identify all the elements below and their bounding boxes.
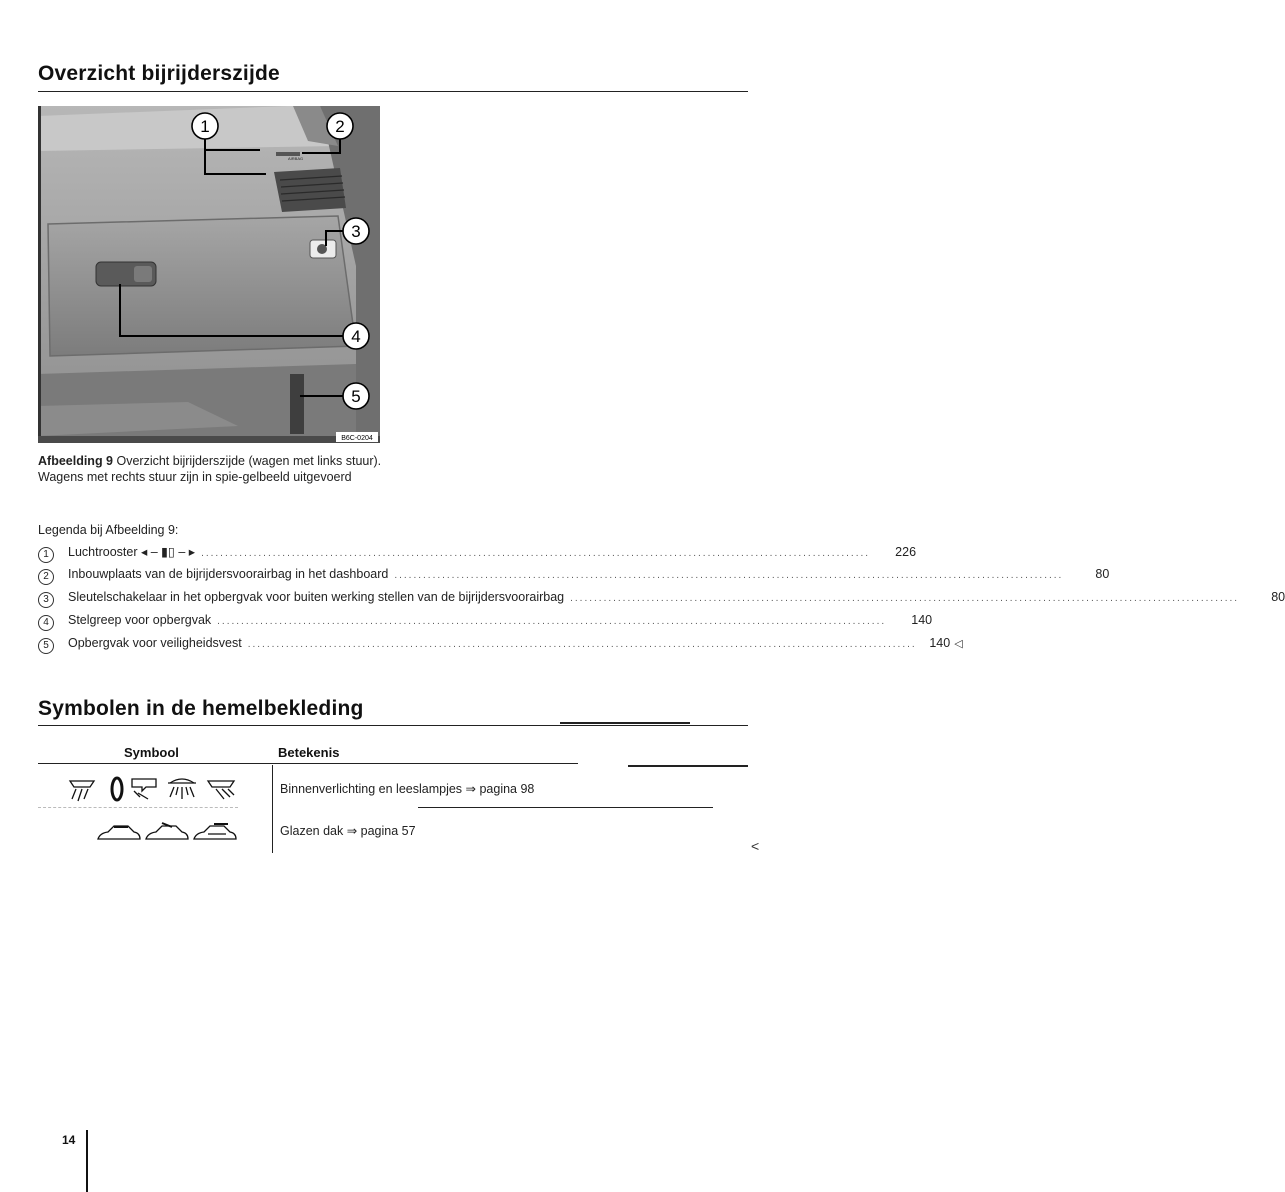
page-number: 14 xyxy=(62,1133,76,1147)
section-title-headliner-symbols: Symbolen in de hemelbekleding xyxy=(38,697,364,720)
callout-1 xyxy=(192,113,218,139)
legend-number: 4 xyxy=(38,615,54,631)
svg-text:2: 2 xyxy=(335,117,345,136)
svg-text:1: 1 xyxy=(200,117,210,136)
dome-light-icon xyxy=(168,779,196,799)
callout-2 xyxy=(327,113,353,139)
leader-dots: ............................................................................................................................................ xyxy=(247,639,917,650)
legend-text: Inbouwplaats van de bijrijdersvoorairbag in het dashboard xyxy=(68,567,389,581)
column-header-symbol: Symbool xyxy=(124,745,179,760)
section-rule xyxy=(38,725,748,726)
svg-text:3: 3 xyxy=(351,222,361,241)
section-rule xyxy=(38,91,748,92)
legend-page-ref: 226 xyxy=(895,545,917,559)
section-title-passenger-side: Overzicht bijrijderszijde xyxy=(38,62,280,85)
legend-item-4 xyxy=(38,613,933,636)
safety-vest-pocket xyxy=(290,374,304,434)
legend-item-5 xyxy=(38,636,963,659)
sunroof-open-icon xyxy=(194,824,236,839)
legend-text: Luchtrooster ◂ – ▮▯ – ▸ xyxy=(68,545,196,559)
caption-text: Overzicht bijrijderszijde (wagen met links stuur). Wagens met rechts stuur zijn in spie-gelbeeld uitgevoerd xyxy=(38,454,382,484)
caption-label: Afbeelding 9 xyxy=(38,454,114,468)
sunroof-closed-icon xyxy=(98,826,140,839)
table-row xyxy=(38,769,750,809)
svg-text:5: 5 xyxy=(351,387,361,406)
leader-dots: ............................................................................................................................................ xyxy=(570,593,1240,604)
legend-list xyxy=(38,544,1285,659)
callout-3 xyxy=(343,218,369,244)
callout-4 xyxy=(343,323,369,349)
legend-text: Sleutelschakelaar in het opbergvak voor buiten werking stellen van de bijrijdersvoorairbag xyxy=(68,590,565,604)
interior-light-icon xyxy=(70,781,94,801)
air-vent xyxy=(274,168,346,212)
meaning-text: Binnenverlichting en leeslampjes ⇒ pagina 98 xyxy=(280,782,535,796)
door-light-icon xyxy=(208,781,234,799)
legend-number: 3 xyxy=(38,592,54,608)
airbag-label: AIRBAG xyxy=(288,156,304,161)
legend-page-ref: 140 xyxy=(911,613,933,627)
legend-text: Opbergvak voor veiligheidsvest xyxy=(68,636,242,650)
symbol-group-lighting xyxy=(68,773,268,805)
continue-marker-icon: < xyxy=(751,838,760,854)
legend-number: 1 xyxy=(38,547,54,563)
column-header-meaning: Betekenis xyxy=(278,745,340,760)
legend-number: 5 xyxy=(38,638,54,654)
legend-number: 2 xyxy=(38,569,54,585)
symbol-group-sunroof xyxy=(96,819,296,849)
dashboard-illustration xyxy=(38,106,380,443)
leader-dots: ............................................................................................................................................ xyxy=(394,570,1064,581)
legend-page-ref: 80 xyxy=(1271,590,1285,604)
sunroof-tilt-icon xyxy=(146,823,188,839)
legend-intro: Legenda bij Afbeelding 9: xyxy=(38,523,179,537)
legend-page-ref: 140 ◁ xyxy=(929,636,963,650)
figure-code: B6C-0204 xyxy=(341,435,373,442)
reading-lamp-icon xyxy=(132,779,156,799)
leader-dots: ............................................................................................................................................ xyxy=(217,616,887,627)
figure-caption xyxy=(38,453,383,485)
legend-item-3 xyxy=(38,590,1285,613)
leader-dots: ............................................................................................................................................ xyxy=(201,548,871,559)
legend-text: Stelgreep voor opbergvak xyxy=(68,613,212,627)
svg-text:4: 4 xyxy=(351,327,361,346)
zero-icon xyxy=(112,778,122,800)
legend-item-2 xyxy=(38,567,1110,590)
callout-5 xyxy=(343,383,369,409)
figure-passenger-side xyxy=(38,106,380,443)
meaning-text: Glazen dak ⇒ pagina 57 xyxy=(280,824,416,838)
table-row xyxy=(38,813,750,853)
footer-bar xyxy=(86,1130,88,1192)
end-marker-icon: ◁ xyxy=(954,638,963,650)
legend-item-1 xyxy=(38,544,917,567)
legend-page-ref: 80 xyxy=(1095,567,1110,581)
